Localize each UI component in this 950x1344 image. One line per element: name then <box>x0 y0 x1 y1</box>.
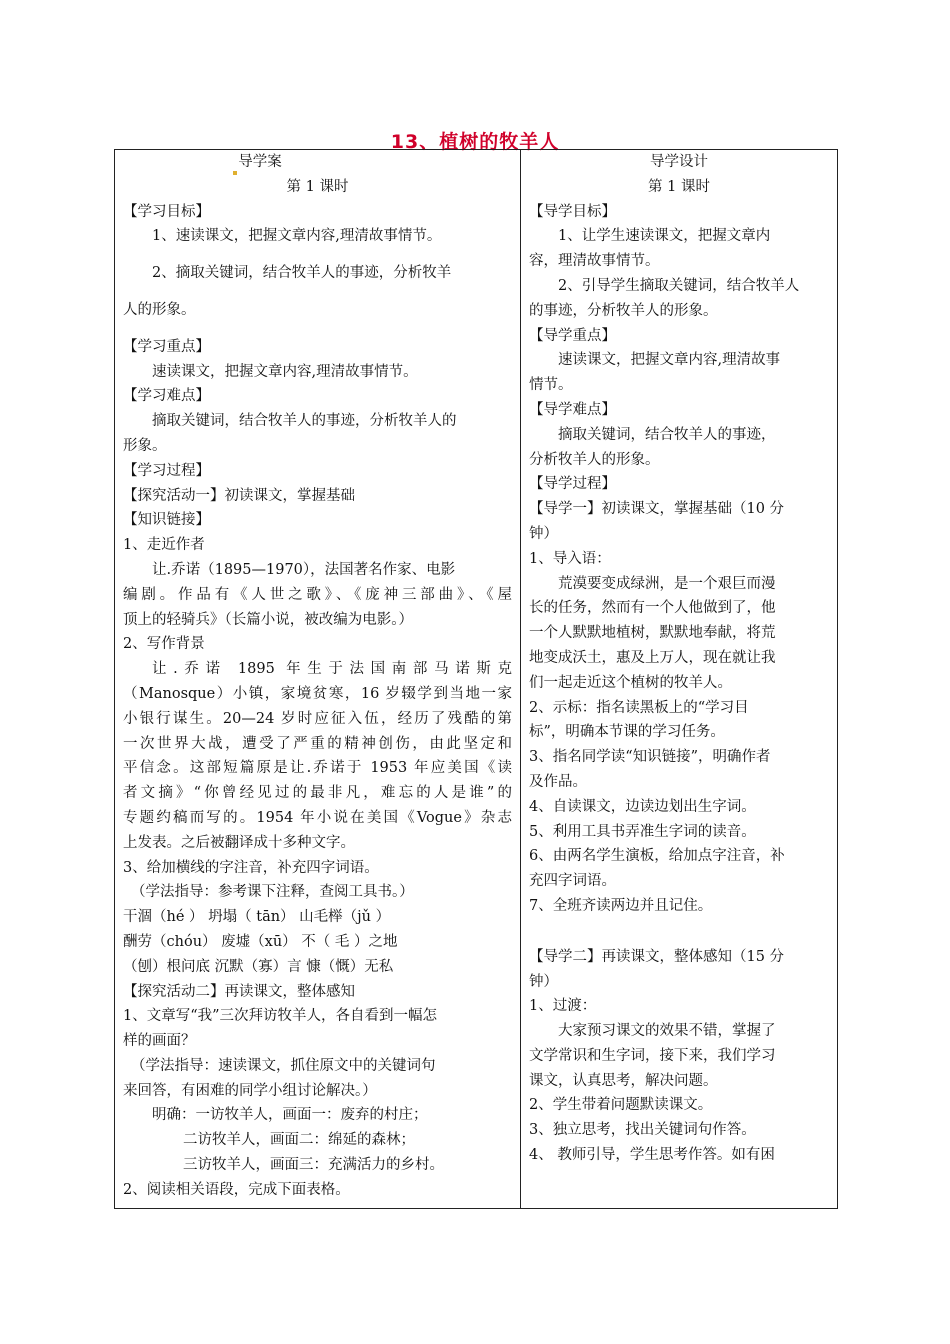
left-line: （学法指导：速读课文，抓住原文中的关键词句 <box>131 1057 436 1074</box>
right-line: 6、由两名学生演板，给加点字注音，补 <box>529 848 785 865</box>
right-line: 速读课文，把握文章内容,理清故事 <box>558 352 781 369</box>
right-column-cell <box>521 150 838 1209</box>
spacer <box>123 323 512 335</box>
left-line: 酬劳（chóu） 废墟（xū） 不（ 毛 ）之地 <box>123 933 398 950</box>
right-header: 导学设计 <box>650 154 708 170</box>
left-line: 让.乔诺 1895 年生于法国南部马诺斯克 <box>152 661 512 678</box>
right-line: 情节。 <box>529 377 573 394</box>
right-line: 2、示标：指名读黑板上的“学习目 <box>529 699 749 716</box>
left-line: 【学习过程】 <box>123 462 210 479</box>
left-line: （学法指导：参考课下注释，查阅工具书。） <box>131 884 414 901</box>
right-line: 【导学一】初读课文，掌握基础（10 分 <box>529 501 785 518</box>
left-line: 样的画面？ <box>123 1033 196 1050</box>
right-line: 及作品。 <box>529 773 587 790</box>
left-line: 平信念。这部短篇原是让.乔诺于 1953 年应美国《读 <box>123 760 512 777</box>
left-line: 二访牧羊人，画面二：绵延的森林； <box>183 1132 415 1149</box>
left-line: 小银行谋生。20—24 岁时应征入伍，经历了残酷的第 <box>123 710 512 727</box>
left-line: 1、速读课文，把握文章内容,理清故事情节。 <box>152 228 442 245</box>
left-line: 顶上的轻骑兵》（长篇小说，被改编为电影。） <box>123 611 413 628</box>
left-lesson: 第 1 课时 <box>286 178 349 195</box>
left-line: 者文摘》“你曾经见过的最非凡，难忘的人是谁”的 <box>123 785 512 802</box>
right-line: 的事迹，分析牧羊人的形象。 <box>529 302 718 319</box>
spacer <box>123 286 512 298</box>
left-line: 【学习重点】 <box>123 338 210 355</box>
left-line: 专题约稿而写的。1954 年小说在美国《Vogue》杂志 <box>123 809 512 826</box>
left-line: 3、给加横线的字注音，补充四字词语。 <box>123 859 379 876</box>
left-column-cell <box>115 150 521 1209</box>
left-header-text: 导学案 <box>238 154 282 170</box>
left-line: 【学习难点】 <box>123 388 210 405</box>
right-line: 5、利用工具书弄准生字词的读音。 <box>529 823 756 840</box>
right-line: 2、引导学生摘取关键词，结合牧羊人 <box>558 277 800 294</box>
left-line: 形象。 <box>123 437 167 454</box>
right-line: 大家预习课文的效果不错，掌握了 <box>558 1023 776 1040</box>
right-line: 标”，明确本节课的学习任务。 <box>529 724 725 741</box>
right-line: 荒漠要变成绿洲，是一个艰巨而漫 <box>558 575 776 592</box>
right-line: 课文，认真思考，解决问题。 <box>529 1072 718 1089</box>
left-column <box>115 150 520 1203</box>
left-line: 明确：一访牧羊人，画面一：废弃的村庄； <box>152 1107 428 1124</box>
marker-icon <box>233 171 237 175</box>
right-line: 地变成沃土，惠及上万人，现在就让我 <box>529 649 776 666</box>
left-line: 1、走近作者 <box>123 537 205 554</box>
left-line: 让.乔诺（1895—1970），法国著名作家、电影 <box>152 561 456 578</box>
right-line: 1、过渡： <box>529 998 597 1015</box>
right-line: 容，理清故事情节。 <box>529 253 660 270</box>
right-line: 分析牧羊人的形象。 <box>529 451 660 468</box>
left-line: 摘取关键词，结合牧羊人的事迹，分析牧羊人的 <box>152 413 457 430</box>
left-line: 来回答，有困难的同学小组讨论解决。） <box>123 1082 377 1099</box>
left-line: （刨）根问底 沉默（寡）言 慷（慨）无私 <box>123 958 394 975</box>
left-line: 编剧。作品有《人世之歌》、《庞神三部曲》、《屋 <box>123 586 512 603</box>
right-line: 【导学目标】 <box>529 203 616 220</box>
spacer <box>529 919 829 945</box>
left-line: 【学习目标】 <box>123 203 210 220</box>
left-line: 干涸（hé ） 坍塌（ tān） 山毛榉（jǔ ） <box>123 909 391 926</box>
lesson-plan-table <box>114 149 838 1209</box>
right-line: 1、导入语： <box>529 550 611 567</box>
right-line: 1、让学生速读课文，把握文章内 <box>558 228 771 245</box>
right-line: 4、 教师引导，学生思考作答。如有困 <box>529 1147 775 1164</box>
left-line: 速读课文，把握文章内容,理清故事情节。 <box>152 363 418 380</box>
right-line: 长的任务，然而有一个人他做到了，他 <box>529 600 776 617</box>
right-line: 摘取关键词，结合牧羊人的事迹， <box>558 426 776 443</box>
right-line: 钟） <box>529 525 558 542</box>
left-line: 一次世界大战，遭受了严重的精神创伤，由此坚定和 <box>123 735 512 752</box>
spacer <box>123 249 512 261</box>
right-line: 充四字词语。 <box>529 873 616 890</box>
right-column <box>521 150 837 1168</box>
left-line: （Manosque）小镇，家境贫寒，16 岁辍学到当地一家 <box>123 685 512 702</box>
left-line: 人的形象。 <box>123 301 196 318</box>
left-header <box>123 150 512 175</box>
left-line: 2、摘取关键词，结合牧羊人的事迹，分析牧羊 <box>152 265 452 282</box>
right-line: 一个人默默地植树，默默地奉献，将荒 <box>529 625 776 642</box>
page-title: 13、植树的牧羊人 <box>390 131 560 153</box>
right-line: 【导学二】再读课文，整体感知（15 分 <box>529 948 785 965</box>
right-line: 们一起走近这个植树的牧羊人。 <box>529 674 732 691</box>
right-line: 3、指名同学读“知识链接”，明确作者 <box>529 749 771 766</box>
right-line: 3、独立思考，找出关键词句作答。 <box>529 1122 756 1139</box>
right-line: 7、全班齐读两边并且记住。 <box>529 897 713 914</box>
right-lesson: 第 1 课时 <box>648 178 710 195</box>
right-line: 文学常识和生字词，接下来，我们学习 <box>529 1047 776 1064</box>
left-line: 三访牧羊人，画面三：充满活力的乡村。 <box>183 1157 444 1174</box>
right-line: 【导学难点】 <box>529 401 616 418</box>
right-line: 4、自读课文，边读边划出生字词。 <box>529 798 756 815</box>
left-line: 【探究活动一】初读课文，掌握基础 <box>123 487 355 504</box>
right-line: 2、学生带着问题默读课文。 <box>529 1097 713 1114</box>
left-line: 2、写作背景 <box>123 636 205 653</box>
left-line: 上发表。之后被翻译成十多种文字。 <box>123 834 355 851</box>
left-line: 【探究活动二】再读课文，整体感知 <box>123 983 355 1000</box>
right-line: 【导学过程】 <box>529 476 616 493</box>
left-line: 2、阅读相关语段，完成下面表格。 <box>123 1181 350 1198</box>
right-line: 【导学重点】 <box>529 327 616 344</box>
right-line: 钟） <box>529 973 558 990</box>
left-line: 1、文章写“我”三次拜访牧羊人，各自看到一幅怎 <box>123 1008 438 1025</box>
left-line: 【知识链接】 <box>123 512 210 529</box>
